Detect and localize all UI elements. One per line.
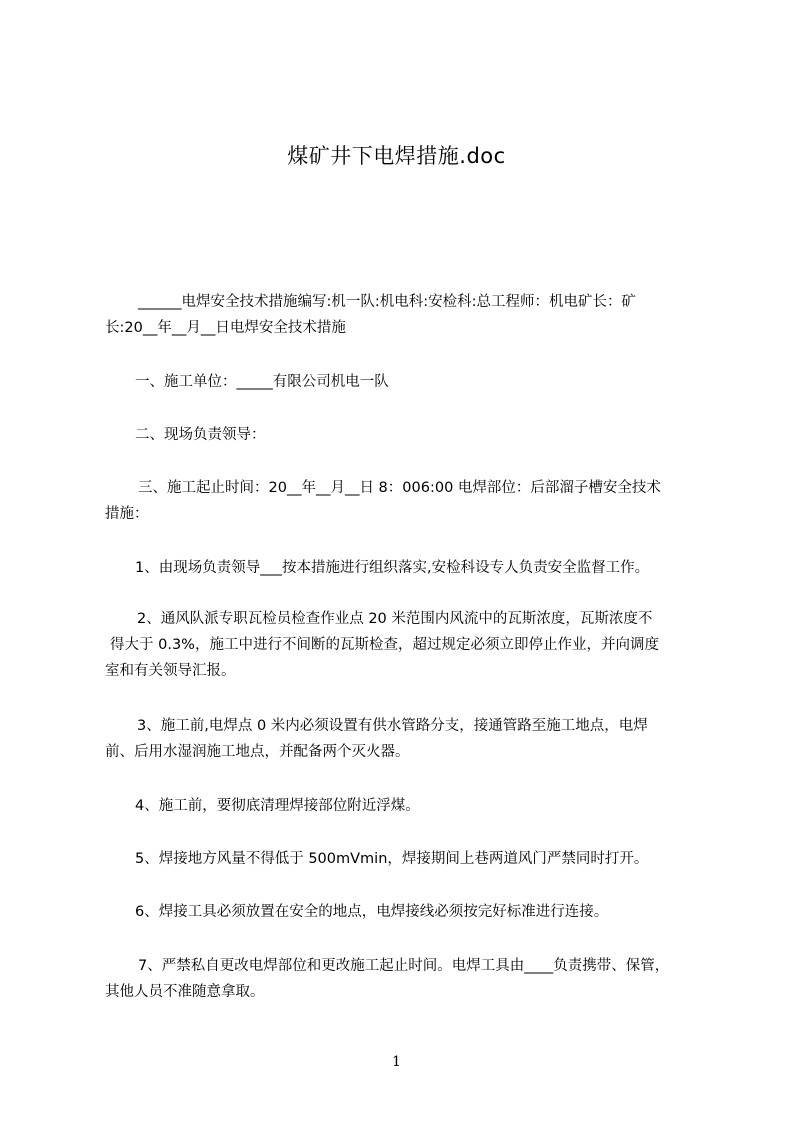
measure-item-5 <box>105 846 705 872</box>
item-2-line-3: 室和有关领导汇报。 <box>105 663 236 679</box>
section-3-line-2: 措施： <box>105 506 149 522</box>
measure-item-2 <box>105 606 705 684</box>
section-1-text: 一、施工单位：_____有限公司机电一队 <box>135 374 389 390</box>
item-6-text: 6、焊接工具必须放置在安全的地点，电焊接线必须按完好标准进行连接。 <box>135 904 609 920</box>
section-construction-unit <box>105 369 705 395</box>
item-2-line-1: 2、通风队派专职瓦检员检查作业点 20 米范围内风流中的瓦斯浓度，瓦斯浓度不 <box>137 611 653 627</box>
page-number: 1 <box>392 1054 401 1070</box>
intro-line-2: 长:20__年__月__日电焊安全技术措施 <box>105 320 346 336</box>
section-2-text: 二、现场负责领导： <box>135 427 266 443</box>
section-site-leader <box>105 422 705 448</box>
item-2-line-2: 得大于 0.3%，施工中进行不间断的瓦斯检查，超过规定必须立即停止作业，并向调度 <box>110 637 659 653</box>
intro-line-1: ______电焊安全技术措施编写:机一队:机电科:安检科:总工程师：机电矿长：矿 <box>138 294 637 310</box>
measure-item-1 <box>105 555 705 581</box>
item-1-text: 1、由现场负责领导___按本措施进行组织落实,安检科设专人负责安全监督工作。 <box>135 560 650 576</box>
item-3-line-2: 前、后用水湿润施工地点，并配备两个灭火器。 <box>105 744 410 760</box>
intro-paragraph <box>105 289 705 341</box>
section-3-line-1: 三、施工起止时间：20__年__月__日 8：006:00 电焊部位：后部溜子槽安全技术 <box>138 480 661 496</box>
measure-item-3 <box>105 713 705 765</box>
item-3-line-1: 3、施工前,电焊点 0 米内必须设置有供水管路分支，接通管路至施工地点，电焊 <box>137 718 648 734</box>
item-5-text: 5、焊接地方风量不得低于 500mVmin，焊接期间上巷两道风门严禁同时打开。 <box>135 851 649 867</box>
item-7-line-1: 7、严禁私自更改电焊部位和更改施工起止时间。电焊工具由____负责携带、保管， <box>138 958 670 974</box>
item-7-line-2: 其他人员不准随意拿取。 <box>105 984 265 1000</box>
measure-item-7 <box>105 953 705 1005</box>
page-title: 煤矿井下电焊措施.doc <box>287 144 506 168</box>
section-construction-time <box>105 475 705 527</box>
measure-item-6 <box>105 899 705 925</box>
measure-item-4 <box>105 793 705 819</box>
item-4-text: 4、施工前，要彻底清理焊接部位附近浮煤。 <box>135 798 420 814</box>
